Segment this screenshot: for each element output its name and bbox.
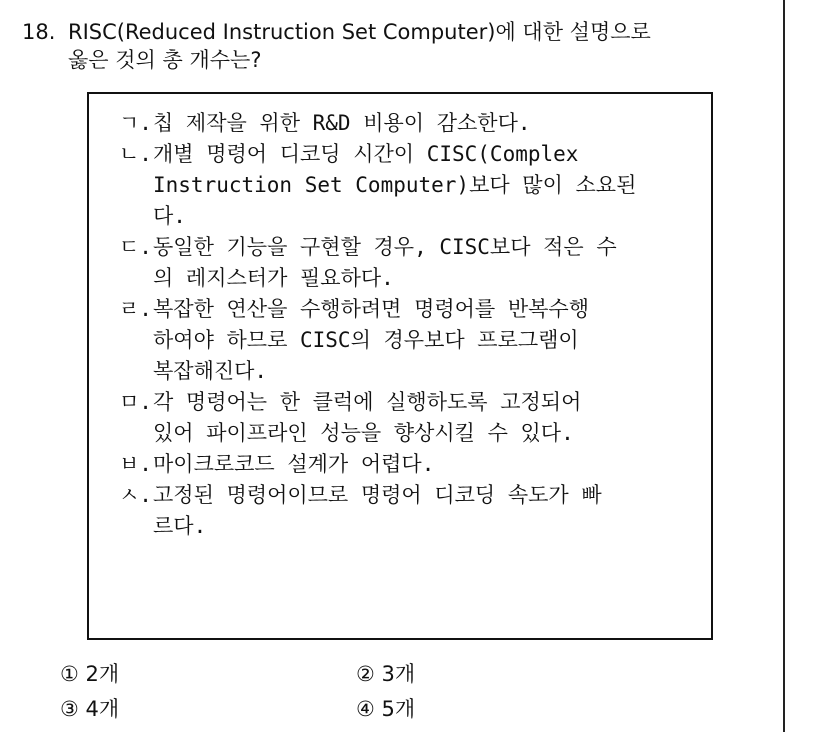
- statement-mark: ㄹ.: [119, 297, 152, 321]
- option-1[interactable]: ① 2개: [60, 662, 120, 686]
- statement-mark: ㅂ.: [119, 452, 152, 476]
- statement-mark: ㄷ.: [119, 235, 152, 259]
- statement-text: 고정된 명령어이므로 명령어 디코딩 속도가 빠 르다.: [153, 483, 602, 538]
- statement-text: 동일한 기능을 구현할 경우, CISC보다 적은 수 의 레지스터가 필요하다.: [153, 235, 617, 290]
- statement-mark: ㅁ.: [119, 390, 152, 414]
- column-divider: [783, 0, 785, 732]
- statement-mark: ㄴ.: [119, 142, 152, 166]
- question-stem: [22, 18, 782, 74]
- option-4[interactable]: ④ 5개: [356, 697, 416, 721]
- option-2[interactable]: ② 3개: [356, 662, 416, 686]
- statement-item: [119, 232, 699, 294]
- statement-item: [119, 294, 699, 387]
- statement-item: [119, 480, 699, 542]
- option-3[interactable]: ③ 4개: [60, 697, 120, 721]
- statement-item: [119, 108, 699, 139]
- statement-item: [119, 449, 699, 480]
- statement-item: [119, 387, 699, 449]
- statement-mark: ㄱ.: [119, 111, 152, 135]
- question-text-line1: RISC(Reduced Instruction Set Computer)에 대한 설명으로: [68, 20, 651, 44]
- statement-item: [119, 139, 699, 232]
- question-number: 18.: [22, 20, 56, 44]
- statement-mark: ㅅ.: [119, 483, 152, 507]
- question-text-line2: 옳은 것의 총 개수는?: [68, 48, 262, 72]
- statement-text: 마이크로코드 설계가 어렵다.: [153, 452, 435, 476]
- statements-list: [119, 108, 699, 542]
- statement-text: 각 명령어는 한 클럭에 실행하도록 고정되어 있어 파이프라인 성능을 향상시킬 수 있다.: [153, 390, 582, 445]
- statement-text: 복잡한 연산을 수행하려면 명령어를 반복수행 하여야 하므로 CISC의 경우보다 프로그램이 복잡해진다.: [153, 297, 590, 383]
- statements-box: [87, 92, 713, 640]
- statement-text: 개별 명령어 디코딩 시간이 CISC(Complex Instruction Set Computer)보다 많이 소요된 다.: [153, 142, 637, 228]
- statement-text: 칩 제작을 위한 R&D 비용이 감소한다.: [153, 111, 531, 135]
